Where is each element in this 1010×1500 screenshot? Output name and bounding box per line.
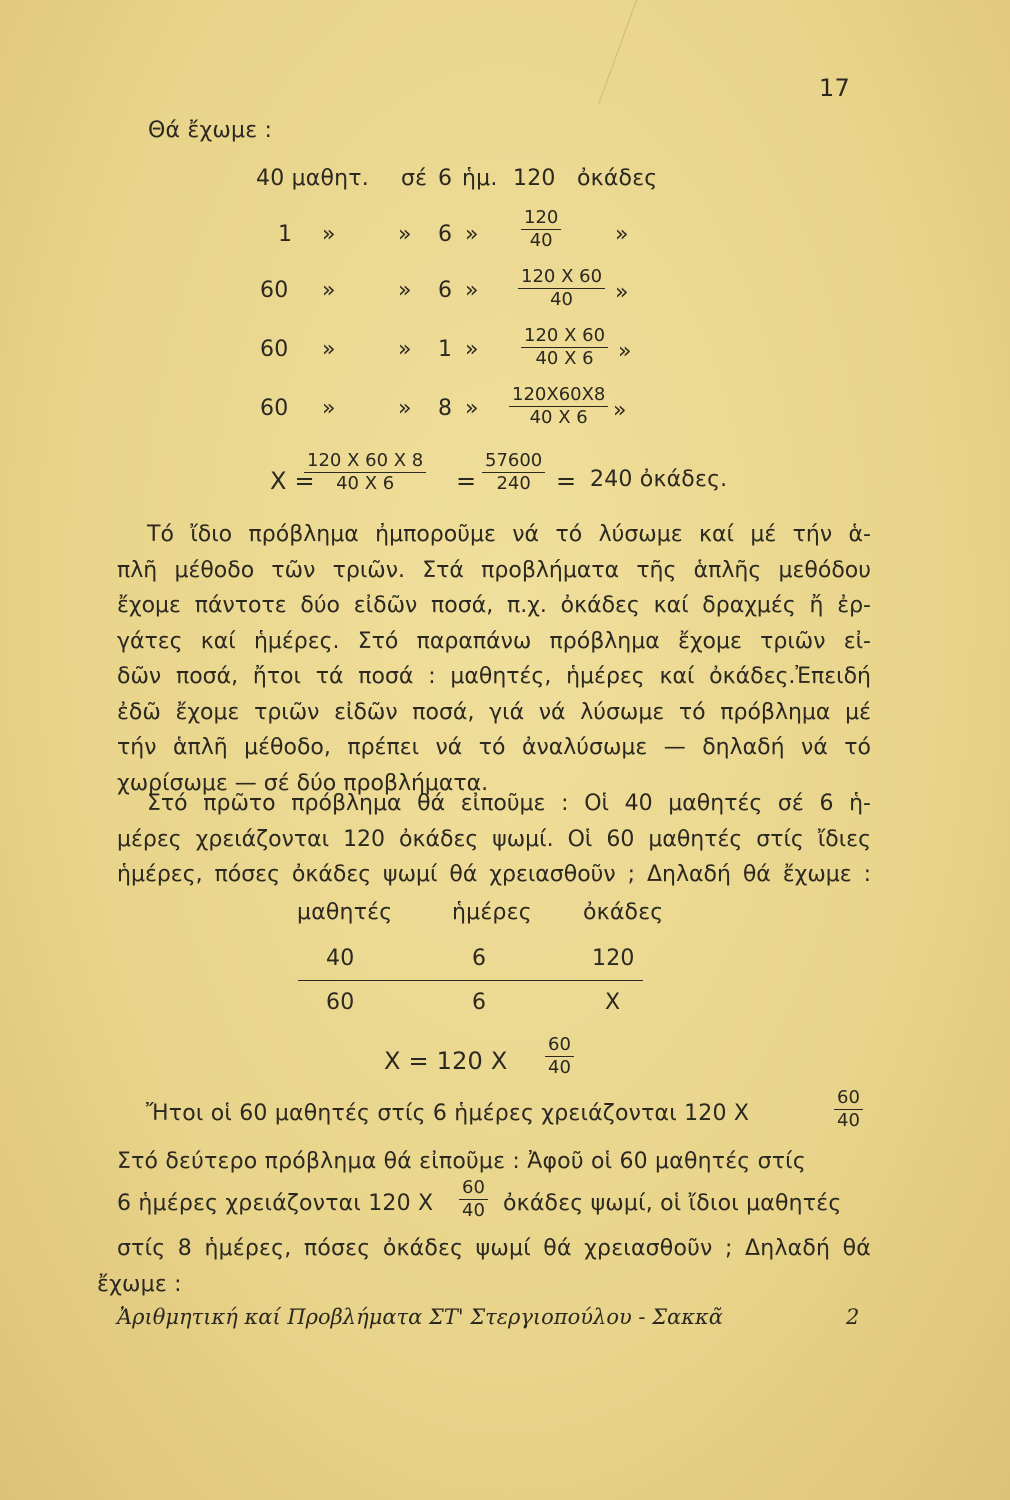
fraction	[521, 325, 608, 370]
cell-unknown: X	[605, 990, 621, 1015]
numerator: 120X60X8	[512, 384, 606, 405]
page-number: 17	[819, 74, 850, 102]
ditto-mark: »	[398, 222, 412, 247]
ditto-mark: »	[618, 339, 632, 364]
cell-days-unit: ἡμ.	[462, 166, 498, 191]
denominator: 40 X 6	[529, 407, 588, 428]
fraction	[518, 266, 605, 311]
numerator: 120	[524, 207, 559, 228]
denominator: 40	[529, 230, 553, 251]
text-line: μέρες χρειάζονται 120 ὀκάδες ψωμί. Οἱ 60 μαθητές στίς ἴδιες	[117, 826, 871, 852]
ditto-mark: »	[322, 396, 336, 421]
fraction	[509, 384, 608, 429]
text-line: ἔχομε πάντοτε δύο εἰδῶν ποσά, π.χ. ὀκάδες καί δραχμές ἤ ἐρ-	[117, 593, 871, 618]
paragraph-1	[117, 517, 871, 801]
numerator: 120 X 60 X 8	[307, 450, 424, 471]
denominator: 40	[837, 1110, 860, 1131]
numerator: 60	[462, 1177, 485, 1198]
equals-sign: =	[456, 467, 477, 495]
cell-days: 6	[438, 278, 453, 303]
ditto-mark: »	[615, 280, 629, 305]
ditto-mark: »	[613, 398, 627, 423]
text-line: δῶν ποσά, ἤτοι τά ποσά : μαθητές, ἡμέρες καί ὀκάδες.Ἐπειδή	[117, 664, 871, 689]
ditto-mark: »	[465, 337, 479, 362]
equation-lhs: X =	[270, 467, 315, 495]
table-divider	[298, 980, 643, 981]
intro-text: Θά ἔχωμε :	[148, 118, 273, 143]
ditto-mark: »	[398, 278, 412, 303]
cell-students: 60	[260, 396, 289, 421]
ditto-mark: »	[615, 222, 629, 247]
paragraph-3-line-3	[117, 1236, 871, 1261]
numerator: 60	[837, 1087, 860, 1108]
text-line: χωρίσωμε — σέ δύο προβλήματα.	[117, 770, 489, 796]
fraction	[304, 450, 426, 495]
cell-students: 60	[260, 337, 289, 362]
paragraph-2	[117, 786, 871, 893]
denominator: 40 X 6	[336, 473, 395, 494]
ditto-mark: »	[465, 396, 479, 421]
paper-crease	[598, 0, 637, 104]
header-days: ἡμέρες	[452, 900, 532, 925]
numerator: 120 X 60	[524, 325, 606, 346]
ditto-mark: »	[465, 222, 479, 247]
fraction	[545, 1034, 574, 1079]
signature-mark: 2	[846, 1305, 860, 1329]
paragraph-3-line-4: ἔχωμε :	[97, 1272, 182, 1297]
paragraph-3-line-1	[117, 1149, 871, 1174]
text-line: στίς 8 ἡμέρες, πόσες ὀκάδες ψωμί θά χρειασθοῦν ; Δηλαδή θά	[117, 1236, 871, 1261]
paragraph-3-line-2b: ὀκάδες ψωμί, οἱ ἴδιοι μαθητές	[503, 1191, 842, 1216]
footer-title: Ἀριθμητική καί Προβλήματα ΣΤ' Στεργιοπούλου - Σακκᾶ	[117, 1305, 723, 1329]
equation-lhs: X = 120 X	[384, 1047, 508, 1075]
cell-okades-value: 120	[513, 166, 556, 191]
cell-students: 60	[260, 278, 289, 303]
fraction	[834, 1087, 863, 1132]
fraction	[459, 1177, 488, 1222]
equation-result: 240 ὀκάδες.	[590, 467, 728, 492]
text-line: ἐδῶ ἔχομε τριῶν εἰδῶν ποσά, γιά νά λύσωμε τό πρόβλημα μέ	[117, 699, 871, 725]
denominator: 40	[550, 289, 573, 310]
text-line: γάτες καί ἡμέρες. Στό παραπάνω πρόβλημα ἔχομε τριῶν εἰ-	[117, 628, 871, 654]
cell-value: 40	[326, 946, 355, 971]
cell-days: 8	[438, 396, 453, 421]
ditto-mark: »	[398, 396, 412, 421]
cell-value: 60	[326, 990, 355, 1015]
equals-sign: =	[556, 467, 577, 495]
fraction	[521, 207, 561, 252]
text-line: Τό ἴδιο πρόβλημα ἠμποροῦμε νά τό λύσωμε καί μέ τήν ἁ-	[147, 522, 871, 547]
ditto-mark: »	[398, 337, 412, 362]
fraction	[482, 450, 545, 495]
numerator: 57600	[485, 450, 543, 471]
cell-days: 6	[438, 166, 453, 191]
cell-days: 6	[438, 222, 453, 247]
ditto-mark: »	[465, 278, 479, 303]
text-line: Στό δεύτερο πρόβλημα θά εἰποῦμε : Ἀφοῦ οἱ 60 μαθητές στίς	[117, 1149, 806, 1174]
denominator: 40 X 6	[535, 348, 594, 369]
text-line: τήν ἁπλῆ μέθοδο, πρέπει νά τό ἀναλύσωμε — δηλαδή νά τό	[117, 735, 871, 760]
cell-in: σέ	[401, 166, 428, 191]
numerator: 60	[548, 1034, 571, 1055]
cell-value: 6	[472, 946, 487, 971]
ditto-mark: »	[322, 222, 336, 247]
cell-value: 120	[592, 946, 635, 971]
denominator: 40	[462, 1200, 485, 1221]
etoi-line: Ἤτοι οἱ 60 μαθητές στίς 6 ἡμέρες χρειάζονται 120 X	[146, 1101, 750, 1126]
numerator: 120 X 60	[521, 266, 603, 287]
cell-days: 1	[438, 337, 453, 362]
cell-students: 40 μαθητ.	[256, 166, 369, 191]
denominator: 40	[548, 1057, 571, 1078]
cell-okades-unit: ὀκάδες	[577, 166, 658, 191]
ditto-mark: »	[322, 337, 336, 362]
text-line: Στό πρῶτο πρόβλημα θά εἰποῦμε : Οἱ 40 μαθητές σέ 6 ἡ-	[147, 791, 871, 816]
denominator: 240	[496, 473, 531, 494]
ditto-mark: »	[322, 278, 336, 303]
cell-value: 6	[472, 990, 487, 1015]
text-line: πλῆ μέθοδο τῶν τριῶν. Στά προβλήματα τῆς ἁπλῆς μεθόδου	[117, 557, 871, 583]
header-students: μαθητές	[297, 900, 393, 925]
header-okades: ὀκάδες	[583, 900, 664, 925]
paragraph-3-line-2a: 6 ἡμέρες χρειάζονται 120 X	[117, 1191, 434, 1216]
text-line: ἡμέρες, πόσες ὀκάδες ψωμί θά χρειασθοῦν ; Δηλαδή θά ἔχωμε :	[117, 862, 871, 887]
cell-students: 1	[278, 222, 293, 247]
